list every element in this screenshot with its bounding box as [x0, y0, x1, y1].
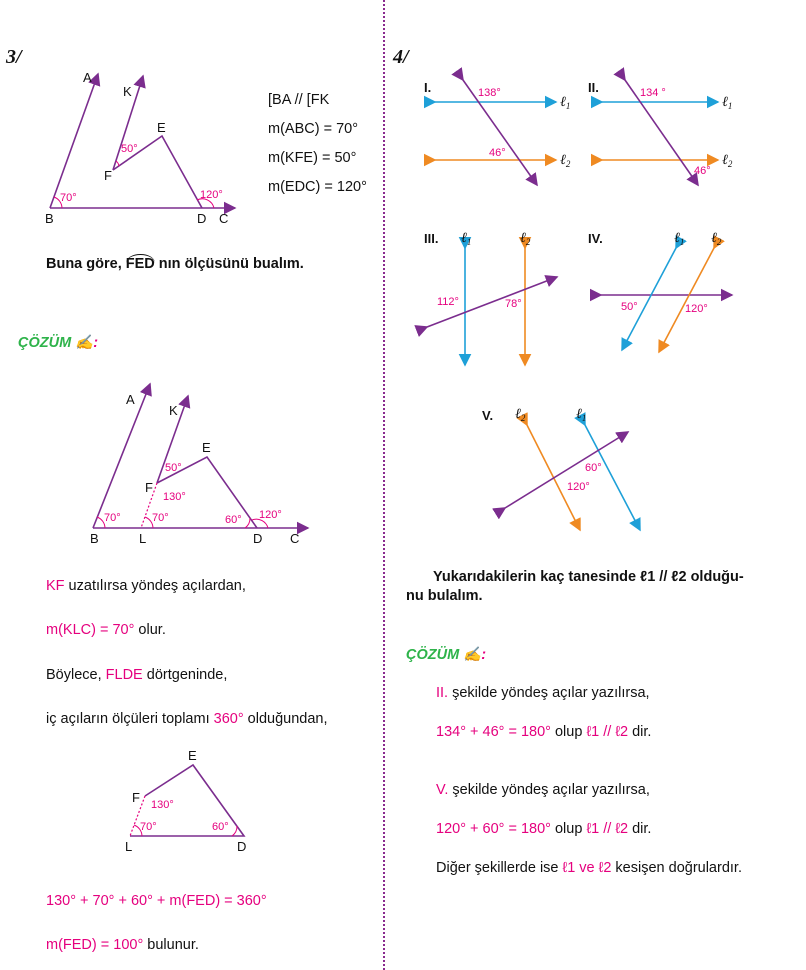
fig1-angle-120: 120°	[200, 189, 223, 201]
sol4-line2: 134° + 46° = 180° olup ℓ1 // ℓ2 dir.	[436, 724, 652, 740]
fig1-pt-K: K	[123, 84, 132, 99]
sol3-line1: KF uzatılırsa yöndeş açılardan,	[46, 578, 246, 594]
fig2-angle-50: 50°	[165, 462, 182, 474]
solution-label-3: ÇÖZÜM ✍:	[18, 335, 99, 351]
sol3-line2: m(KLC) = 70° olur.	[46, 622, 166, 638]
svg-text:ℓ1: ℓ$_1$	[461, 231, 472, 247]
fig3-pt-F: F	[132, 790, 140, 805]
fig-V-label: V.	[482, 408, 494, 423]
fig-V-angle-60: 60°	[585, 462, 602, 474]
given-line2: m(ABC) = 70°	[268, 121, 359, 137]
sol3-line5: 130° + 70° + 60° + m(FED) = 360°	[46, 893, 267, 909]
fig-I-angle-138: 138°	[478, 87, 501, 99]
svg-text:ℓ2: ℓ$_2$	[515, 407, 526, 423]
sol4-line3: V. şekilde yöndeş açılar yazılırsa,	[436, 782, 650, 798]
sol4-line5: Diğer şekillerde ise ℓ1 ve ℓ2 kesişen doğrulardır.	[436, 860, 742, 876]
fig2-angle-70a: 70°	[104, 512, 121, 524]
problem-number-3: 3/	[6, 46, 22, 68]
fig1-angle-50: 50°	[121, 143, 138, 155]
fig2-pt-A: A	[126, 392, 135, 407]
given-line4: m(EDC) = 120°	[268, 179, 367, 195]
fig-II-angle-46: 46°	[694, 165, 711, 177]
fig1-pt-B: B	[45, 211, 54, 226]
fig3-angle-60: 60°	[212, 821, 229, 833]
fig1-angle-70: 70°	[60, 192, 77, 204]
fig-IV-label: IV.	[588, 231, 603, 246]
fig2-pt-F: F	[145, 480, 153, 495]
fig2-angle-130: 130°	[163, 491, 186, 503]
fig-IV-angle-50: 50°	[621, 301, 638, 313]
fig2-pt-E: E	[202, 440, 211, 455]
solution-label-4: ÇÖZÜM ✍:	[406, 647, 487, 663]
fig2-points	[90, 392, 299, 546]
svg-text:ℓ2: ℓ$_2$	[520, 231, 531, 247]
fig1-pt-E: E	[157, 120, 166, 135]
fig2-pt-B: B	[90, 531, 99, 546]
fig1-pt-A: A	[83, 70, 92, 85]
fig-I-angle-46: 46°	[489, 147, 506, 159]
fig3-pt-L: L	[125, 839, 133, 854]
fig-IV-angle-120: 120°	[685, 303, 708, 315]
fig3-pt-D: D	[237, 839, 247, 854]
fig2-pt-D: D	[253, 531, 263, 546]
fig-II-label: II.	[588, 80, 599, 95]
fig1-pt-C: C	[219, 211, 229, 226]
given-line3: m(KFE) = 50°	[268, 150, 357, 166]
svg-text:ℓ2: ℓ$_2$	[560, 153, 571, 169]
svg-text:ℓ2: ℓ$_2$	[722, 153, 733, 169]
sol4-line4: 120° + 60° = 180° olup ℓ1 // ℓ2 dir.	[436, 821, 652, 837]
sol3-line3: Böylece, FLDE dörtgeninde,	[46, 667, 228, 683]
fig-III-label: III.	[424, 231, 439, 246]
fig1-pt-D: D	[197, 211, 207, 226]
fig2-pt-K: K	[169, 403, 178, 418]
svg-text:ℓ1: ℓ$_1$	[722, 95, 733, 111]
fig3-angle-130: 130°	[151, 799, 174, 811]
fig3-angle-70: 70°	[140, 821, 157, 833]
question-4-line2: nu bulalım.	[406, 588, 483, 604]
fig2-angle-70b: 70°	[152, 512, 169, 524]
fig1-pt-F: F	[104, 168, 112, 183]
svg-text:ℓ1: ℓ$_1$	[560, 95, 571, 111]
problem-number-4: 4/	[393, 46, 409, 68]
question-3: Buna göre, FED nın ölçüsünü bualım.	[46, 256, 304, 272]
fig-III-angle-112: 112°	[437, 296, 459, 308]
given-line1: [BA // [FK	[268, 92, 330, 108]
fig3-pt-E: E	[188, 748, 197, 763]
fig2-pt-C: C	[290, 531, 300, 546]
fig2-angle-60: 60°	[225, 514, 242, 526]
question-4-line1: Yukarıdakilerin kaç tanesinde ℓ1 // ℓ2 olduğu-	[433, 569, 744, 585]
fig-V-angle-120: 120°	[567, 481, 590, 493]
svg-text:ℓ2: ℓ$_2$	[711, 231, 722, 247]
fig2-pt-L: L	[139, 531, 147, 546]
fig2-angle-120: 120°	[259, 509, 282, 521]
sol4-line1: II. şekilde yöndeş açılar yazılırsa,	[436, 685, 650, 701]
sol3-line4: iç açıların ölçüleri toplamı 360° olduğundan,	[46, 711, 328, 727]
fig-II-angle-134: 134 °	[640, 87, 666, 99]
svg-text:ℓ1: ℓ$_1$	[674, 231, 685, 247]
sol3-line6: m(FED) = 100° bulunur.	[46, 937, 199, 953]
fig-III-angle-78: 78°	[505, 298, 522, 310]
fig-I-label: I.	[424, 80, 432, 95]
svg-text:ℓ1: ℓ$_1$	[576, 407, 587, 423]
